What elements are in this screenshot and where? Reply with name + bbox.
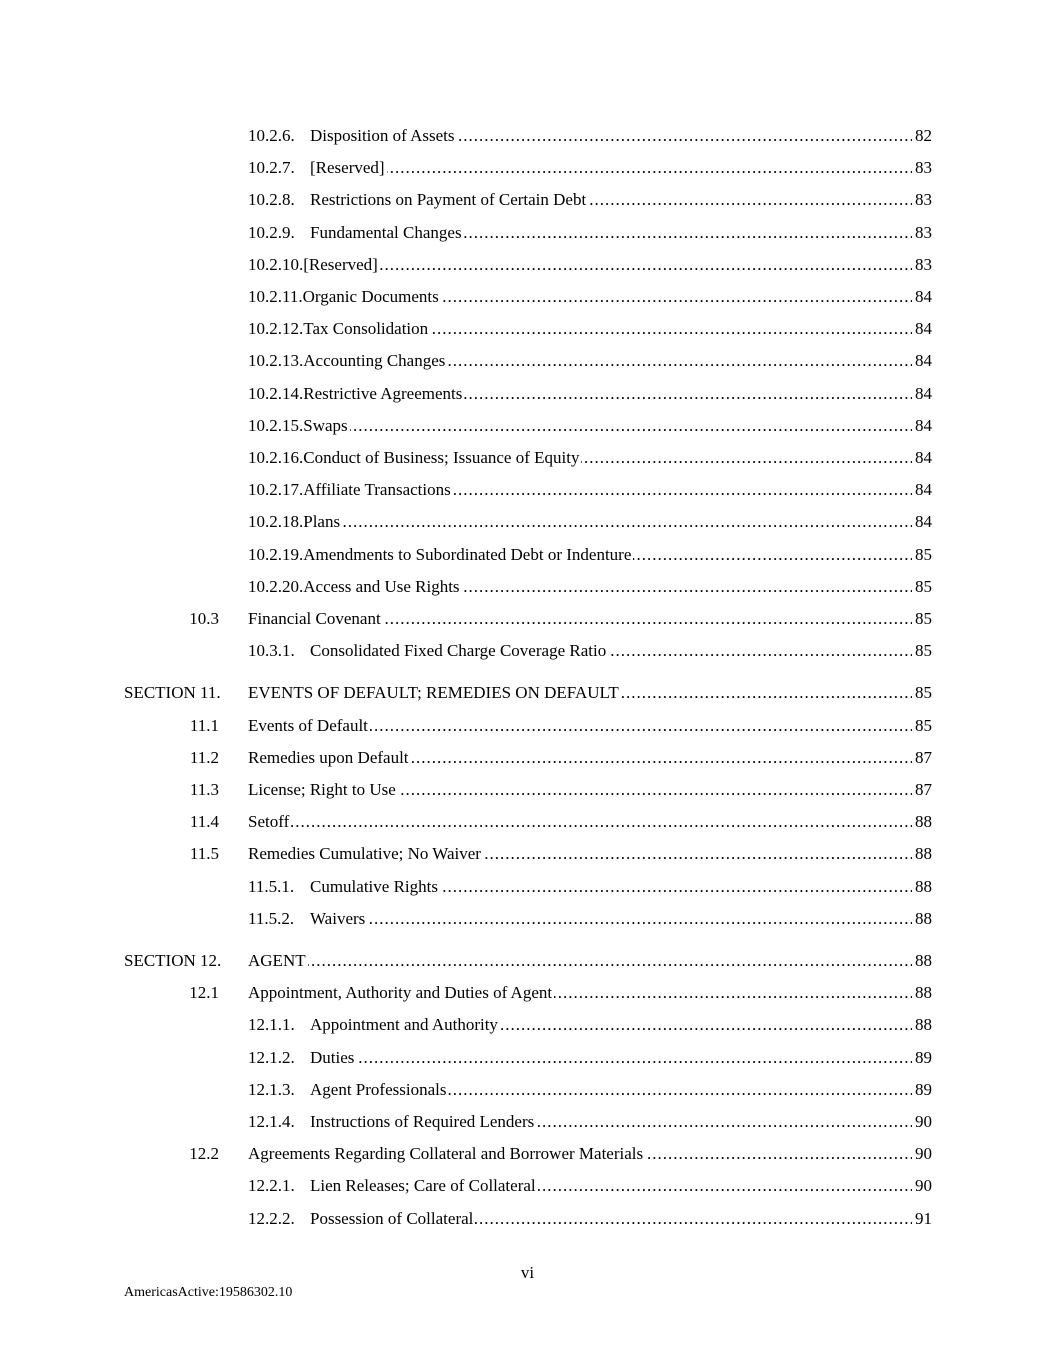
toc-entry-title: Restrictions on Payment of Certain Debt: [310, 190, 587, 209]
document-id: AmericasActive:19586302.10: [124, 1285, 293, 1300]
toc-title: [248, 679, 621, 707]
toc-entry[interactable]: [0, 186, 1055, 214]
toc-entry[interactable]: [0, 905, 1055, 933]
toc-page-number: 84: [912, 380, 932, 408]
toc-entry[interactable]: [0, 1205, 1055, 1233]
toc-title: [248, 776, 398, 804]
toc-page-number: 82: [912, 122, 932, 150]
toc-entry[interactable]: [0, 219, 1055, 247]
toc-entry[interactable]: [0, 744, 1055, 772]
toc-entry-title: Consolidated Fixed Charge Coverage Ratio: [310, 641, 607, 660]
toc-title: [248, 808, 291, 836]
toc-entry-number: 10.2.20.: [248, 577, 304, 596]
toc-entry[interactable]: [0, 873, 1055, 901]
toc-entry[interactable]: [0, 444, 1055, 472]
toc-page-number: 89: [912, 1044, 932, 1072]
subsection-number: 12.1: [189, 983, 219, 1002]
toc-entry-title: Plans: [303, 512, 341, 531]
subsection-number: 11.4: [189, 812, 219, 831]
toc-entry-title: License; Right to Use: [248, 780, 396, 799]
toc-entry-title: Affiliate Transactions: [303, 480, 451, 499]
toc-entry-number: 10.2.6.: [248, 126, 295, 145]
dot-leader: [248, 808, 932, 836]
toc-title: [248, 219, 464, 247]
toc-title: [248, 979, 554, 1007]
toc-entry-title: Setoff: [248, 812, 290, 831]
toc-entry-title: [Reserved]: [310, 158, 385, 177]
toc-entry-title: Financial Covenant: [248, 609, 381, 628]
toc-title: [248, 1140, 645, 1168]
subsection-number: 11.5: [189, 844, 219, 863]
toc-entry-number: 10.2.18.: [248, 512, 304, 531]
toc-entry-title: Organic Documents: [302, 287, 439, 306]
toc-entry-title: [Reserved]: [303, 255, 378, 274]
toc-title: [248, 541, 633, 569]
toc-page-number: 90: [912, 1172, 932, 1200]
toc-entry[interactable]: [0, 1011, 1055, 1039]
toc-page-number: 85: [912, 679, 932, 707]
page-number: vi: [520, 1263, 535, 1282]
toc-entry[interactable]: [0, 776, 1055, 804]
toc-title: [248, 251, 380, 279]
toc-entry-title: Fundamental Changes: [310, 223, 462, 242]
toc-entry[interactable]: [0, 808, 1055, 836]
toc-entry[interactable]: [0, 947, 1055, 975]
section-number: SECTION 11.: [124, 683, 221, 702]
dot-leader: [248, 412, 932, 440]
toc-entry-title: Amendments to Subordinated Debt or Indenture: [303, 545, 632, 564]
toc-title: [248, 712, 370, 740]
toc-title: [248, 444, 581, 472]
toc-entry[interactable]: [0, 712, 1055, 740]
toc-title: [248, 122, 457, 150]
toc-title: [248, 840, 483, 868]
toc-entry-number: 12.1.1.: [248, 1015, 295, 1034]
toc-entry-number: 10.2.19.: [248, 545, 304, 564]
toc-page-number: 83: [912, 219, 932, 247]
toc-title: [248, 380, 464, 408]
toc-entry[interactable]: [0, 154, 1055, 182]
toc-page-number: 89: [912, 1076, 932, 1104]
toc-entry-title: Appointment and Authority: [310, 1015, 498, 1034]
toc-page-number: 85: [912, 637, 932, 665]
toc-entry[interactable]: [0, 679, 1055, 707]
toc-entry-title: Agent Professionals: [310, 1080, 447, 1099]
toc-entry-number: 12.1.4.: [248, 1112, 295, 1131]
toc-page-number: 85: [912, 541, 932, 569]
toc-title: [248, 186, 588, 214]
toc-page-number: 91: [912, 1205, 932, 1233]
toc-page-number: 84: [912, 444, 932, 472]
toc-entry-number: 12.1.2.: [248, 1048, 295, 1067]
toc-entry-title: Duties: [310, 1048, 355, 1067]
toc-entry[interactable]: [0, 508, 1055, 536]
toc-entry-title: Disposition of Assets: [310, 126, 455, 145]
toc-title: [248, 1011, 500, 1039]
toc-entry-title: Instructions of Required Lenders: [310, 1112, 535, 1131]
toc-page-number: 84: [912, 315, 932, 343]
toc-entry[interactable]: [0, 283, 1055, 311]
toc-page-number: 84: [912, 283, 932, 311]
toc-title: [248, 1205, 475, 1233]
toc-entry-number: 10.2.12.: [248, 319, 304, 338]
toc-title: [248, 283, 441, 311]
toc-page-number: 88: [912, 1011, 932, 1039]
toc-entry-number: 10.2.15.: [248, 416, 304, 435]
toc-title: [248, 605, 383, 633]
toc-title: [248, 873, 440, 901]
toc-entry-number: 10.2.7.: [248, 158, 295, 177]
toc-entry-number: 10.2.16.: [248, 448, 304, 467]
toc-entry-number: 10.2.14.: [248, 384, 304, 403]
toc-entry[interactable]: [0, 1108, 1055, 1136]
toc-entry-title: Restrictive Agreements: [303, 384, 463, 403]
subsection-number: 11.1: [189, 716, 219, 735]
toc-page-number: 88: [912, 840, 932, 868]
toc-entry-title: Access and Use Rights: [303, 577, 460, 596]
toc-entry[interactable]: [0, 315, 1055, 343]
toc-page-number: 84: [912, 508, 932, 536]
toc-entry-number: 11.5.1.: [248, 877, 295, 896]
toc-entry[interactable]: [0, 1172, 1055, 1200]
toc-entry[interactable]: [0, 1044, 1055, 1072]
toc-entry[interactable]: [0, 573, 1055, 601]
toc-entry-number: 10.2.17.: [248, 480, 304, 499]
toc-page-number: 88: [912, 808, 932, 836]
dot-leader: [248, 508, 932, 536]
toc-entry-title: Possession of Collateral: [310, 1209, 474, 1228]
toc-page-number: 87: [912, 776, 932, 804]
toc-entry[interactable]: [0, 979, 1055, 1007]
toc-entry-title: AGENT: [248, 951, 306, 970]
toc-page-number: 85: [912, 573, 932, 601]
toc-entry[interactable]: [0, 605, 1055, 633]
toc-title: [248, 412, 350, 440]
toc-title: [248, 315, 430, 343]
toc-entry-number: 10.2.11.: [248, 287, 303, 306]
toc-page-number: 83: [912, 186, 932, 214]
toc-entry-title: Remedies upon Default: [248, 748, 409, 767]
toc-entry[interactable]: [0, 251, 1055, 279]
toc-page-number: 88: [912, 905, 932, 933]
toc-entry[interactable]: [0, 122, 1055, 150]
section-number: SECTION 12.: [124, 951, 222, 970]
toc-entry-title: Appointment, Authority and Duties of Agent: [248, 983, 553, 1002]
toc-title: [248, 947, 308, 975]
toc-page-number: 83: [912, 251, 932, 279]
toc-entry[interactable]: [0, 1140, 1055, 1168]
toc-entry-title: Cumulative Rights: [310, 877, 438, 896]
toc-entry-title: Agreements Regarding Collateral and Borrower Materials: [248, 1144, 644, 1163]
toc-page-number: 83: [912, 154, 932, 182]
toc-entry-title: Waivers: [310, 909, 366, 928]
toc-entry[interactable]: [0, 412, 1055, 440]
toc-entry-number: 11.5.2.: [248, 909, 295, 928]
toc-title: [248, 347, 447, 375]
toc-title: [248, 476, 453, 504]
toc-title: [248, 744, 411, 772]
toc-entry-title: Lien Releases; Care of Collateral: [310, 1176, 536, 1195]
toc-entry[interactable]: [0, 347, 1055, 375]
dot-leader: [248, 947, 932, 975]
toc-title: [248, 637, 608, 665]
toc-page-number: 88: [912, 873, 932, 901]
toc-title: [248, 573, 462, 601]
toc-page-number: 84: [912, 347, 932, 375]
subsection-number: 11.2: [189, 748, 219, 767]
toc-entry-title: Conduct of Business; Issuance of Equity: [303, 448, 580, 467]
subsection-number: 12.2: [189, 1144, 219, 1163]
toc-entry-number: 12.2.1.: [248, 1176, 295, 1195]
toc-entry-number: 10.2.9.: [248, 223, 295, 242]
toc-page-number: 88: [912, 979, 932, 1007]
toc-entry[interactable]: [0, 380, 1055, 408]
toc-page-number: 84: [912, 412, 932, 440]
toc-entry-number: 10.3.1.: [248, 641, 295, 660]
toc-entry-number: 12.2.2.: [248, 1209, 295, 1228]
toc-entry-number: 10.2.8.: [248, 190, 295, 209]
toc-title: [248, 1044, 356, 1072]
toc-entry-number: 10.2.13.: [248, 351, 304, 370]
toc-entry[interactable]: [0, 637, 1055, 665]
toc-title: [248, 1108, 536, 1136]
toc-page-number: 87: [912, 744, 932, 772]
toc-page-number: 85: [912, 712, 932, 740]
toc-entry-title: Swaps: [303, 416, 348, 435]
toc-entry-title: Remedies Cumulative; No Waiver: [248, 844, 481, 863]
toc-entry-number: 12.1.3.: [248, 1080, 295, 1099]
toc-title: [248, 154, 387, 182]
toc-entry-title: Tax Consolidation: [303, 319, 429, 338]
toc-title: [248, 1076, 448, 1104]
toc-entry-title: EVENTS OF DEFAULT; REMEDIES ON DEFAULT: [248, 683, 619, 702]
toc-page-number: 85: [912, 605, 932, 633]
subsection-number: 10.3: [189, 609, 219, 628]
toc-entry[interactable]: [0, 840, 1055, 868]
toc-page-number: 84: [912, 476, 932, 504]
toc-title: [248, 905, 367, 933]
toc-title: [248, 1172, 538, 1200]
toc-title: [248, 508, 342, 536]
toc-entry[interactable]: [0, 476, 1055, 504]
toc-page-number: 90: [912, 1108, 932, 1136]
toc-page-number: 90: [912, 1140, 932, 1168]
toc-entry-number: 10.2.10.: [248, 255, 304, 274]
toc-entry[interactable]: [0, 541, 1055, 569]
toc-entry[interactable]: [0, 1076, 1055, 1104]
toc-page-number: 88: [912, 947, 932, 975]
toc-entry-title: Events of Default: [248, 716, 368, 735]
subsection-number: 11.3: [189, 780, 219, 799]
toc-entry-title: Accounting Changes: [303, 351, 446, 370]
